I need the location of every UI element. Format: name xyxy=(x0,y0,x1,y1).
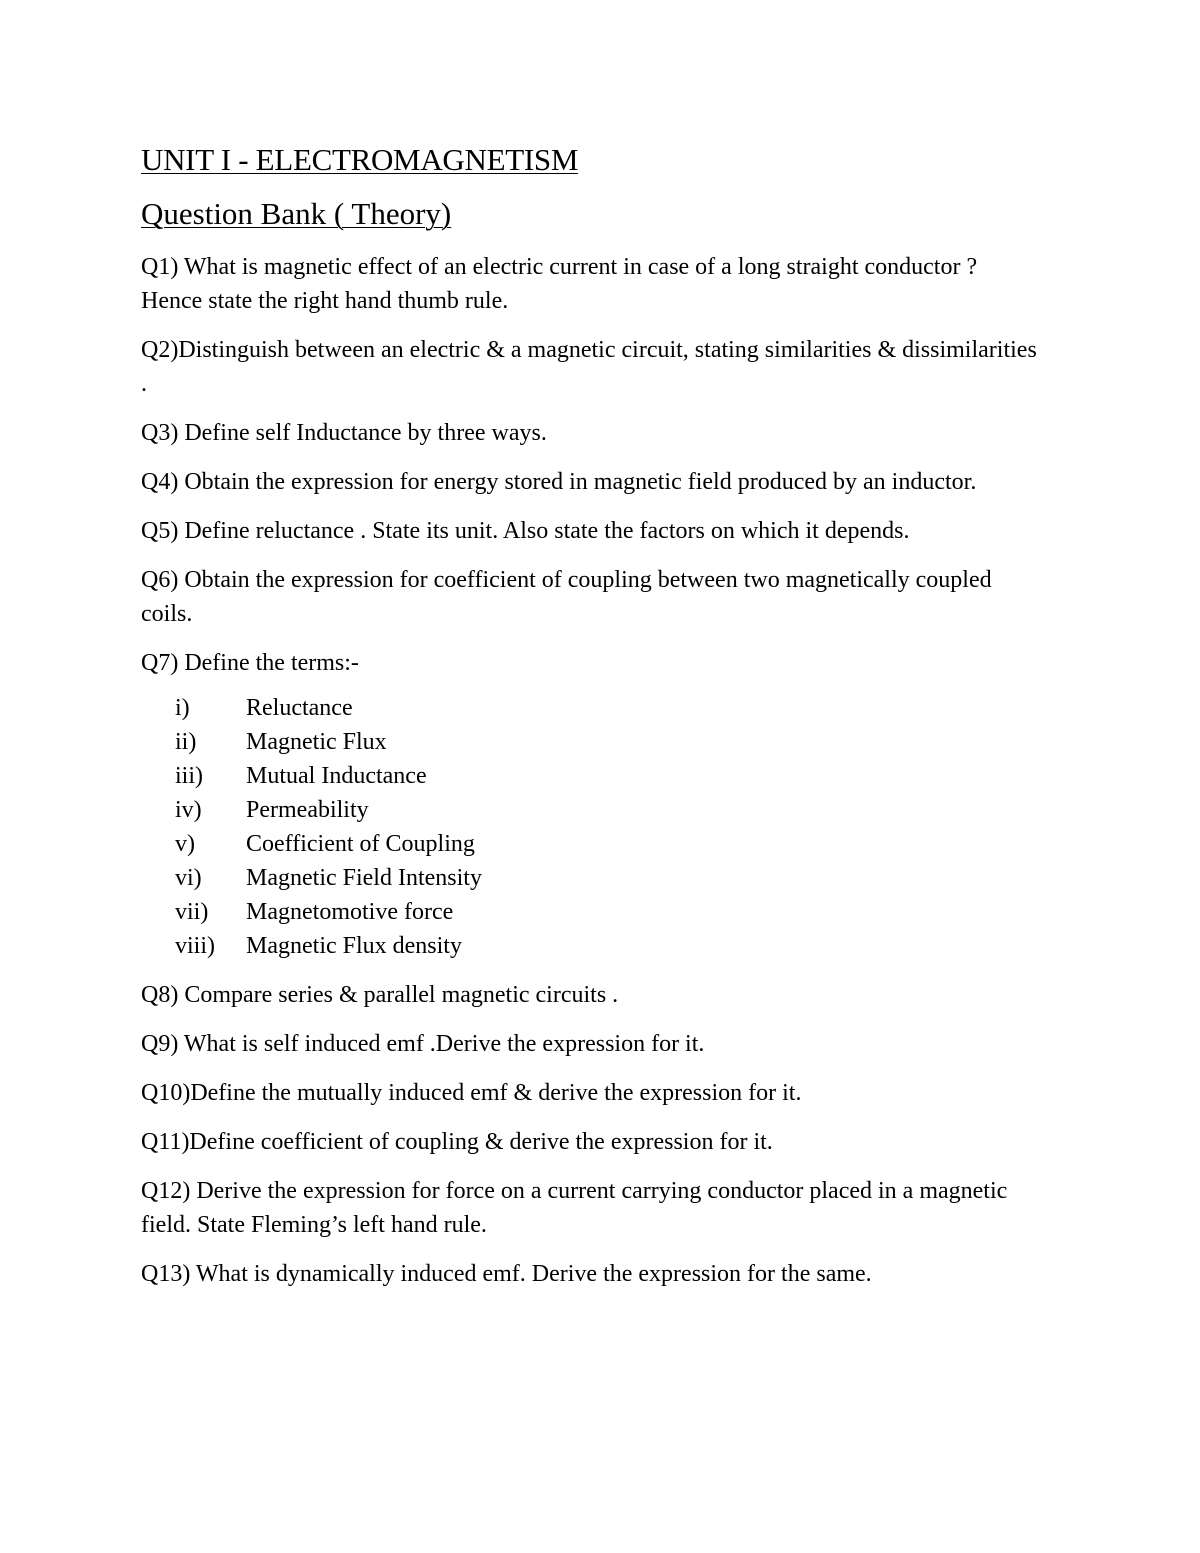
term-text: Mutual Inductance xyxy=(246,763,427,789)
term-text: Magnetomotive force xyxy=(246,899,454,925)
question-8: Q8) Compare series & parallel magnetic circuits . xyxy=(141,982,619,1008)
question-11: Q11)Define coefficient of coupling & derive the expression for it. xyxy=(141,1129,773,1155)
question-2: Q2)Distinguish between an electric & a magnetic circuit, stating similarities & dissimilarities . xyxy=(141,337,1037,397)
question-12: Q12) Derive the expression for force on a current carrying conductor placed in a magnetic field. State Fleming’s left hand rule. xyxy=(141,1178,1008,1238)
list-item xyxy=(141,725,1041,759)
question-4: Q4) Obtain the expression for energy stored in magnetic field produced by an inductor. xyxy=(141,469,977,495)
term-text: Magnetic Field Intensity xyxy=(246,865,482,891)
term-number: ii) xyxy=(175,729,197,755)
question-5: Q5) Define reluctance . State its unit. Also state the factors on which it depends. xyxy=(141,518,910,544)
list-item xyxy=(141,691,1041,725)
document-title: UNIT I - ELECTROMAGNETISM xyxy=(141,142,579,177)
list-item xyxy=(141,827,1041,861)
term-text: Coefficient of Coupling xyxy=(246,831,475,857)
question-7: Q7) Define the terms:- xyxy=(141,650,359,676)
term-number: viii) xyxy=(175,933,215,959)
term-number: vi) xyxy=(175,865,202,891)
document-page xyxy=(141,138,1041,1306)
question-13: Q13) What is dynamically induced emf. Derive the expression for the same. xyxy=(141,1261,872,1287)
document-subtitle: Question Bank ( Theory) xyxy=(141,196,452,231)
list-item xyxy=(141,929,1041,963)
question-1: Q1) What is magnetic effect of an electric current in case of a long straight conductor ? Hence state the right hand thumb rule. xyxy=(141,254,978,314)
term-number: iv) xyxy=(175,797,202,823)
term-number: vii) xyxy=(175,899,209,925)
question-3: Q3) Define self Inductance by three ways. xyxy=(141,420,547,446)
term-text: Magnetic Flux density xyxy=(246,933,462,959)
question-9: Q9) What is self induced emf .Derive the expression for it. xyxy=(141,1031,705,1057)
question-6: Q6) Obtain the expression for coefficient of coupling between two magnetically coupled coils. xyxy=(141,567,992,627)
list-item xyxy=(141,793,1041,827)
list-item xyxy=(141,759,1041,793)
terms-list xyxy=(141,691,1041,963)
term-number: iii) xyxy=(175,763,203,789)
term-text: Magnetic Flux xyxy=(246,729,387,755)
term-number: i) xyxy=(175,695,190,721)
question-10: Q10)Define the mutually induced emf & derive the expression for it. xyxy=(141,1080,802,1106)
term-text: Reluctance xyxy=(246,695,353,721)
list-item xyxy=(141,861,1041,895)
term-number: v) xyxy=(175,831,195,857)
list-item xyxy=(141,895,1041,929)
term-text: Permeability xyxy=(246,797,369,823)
